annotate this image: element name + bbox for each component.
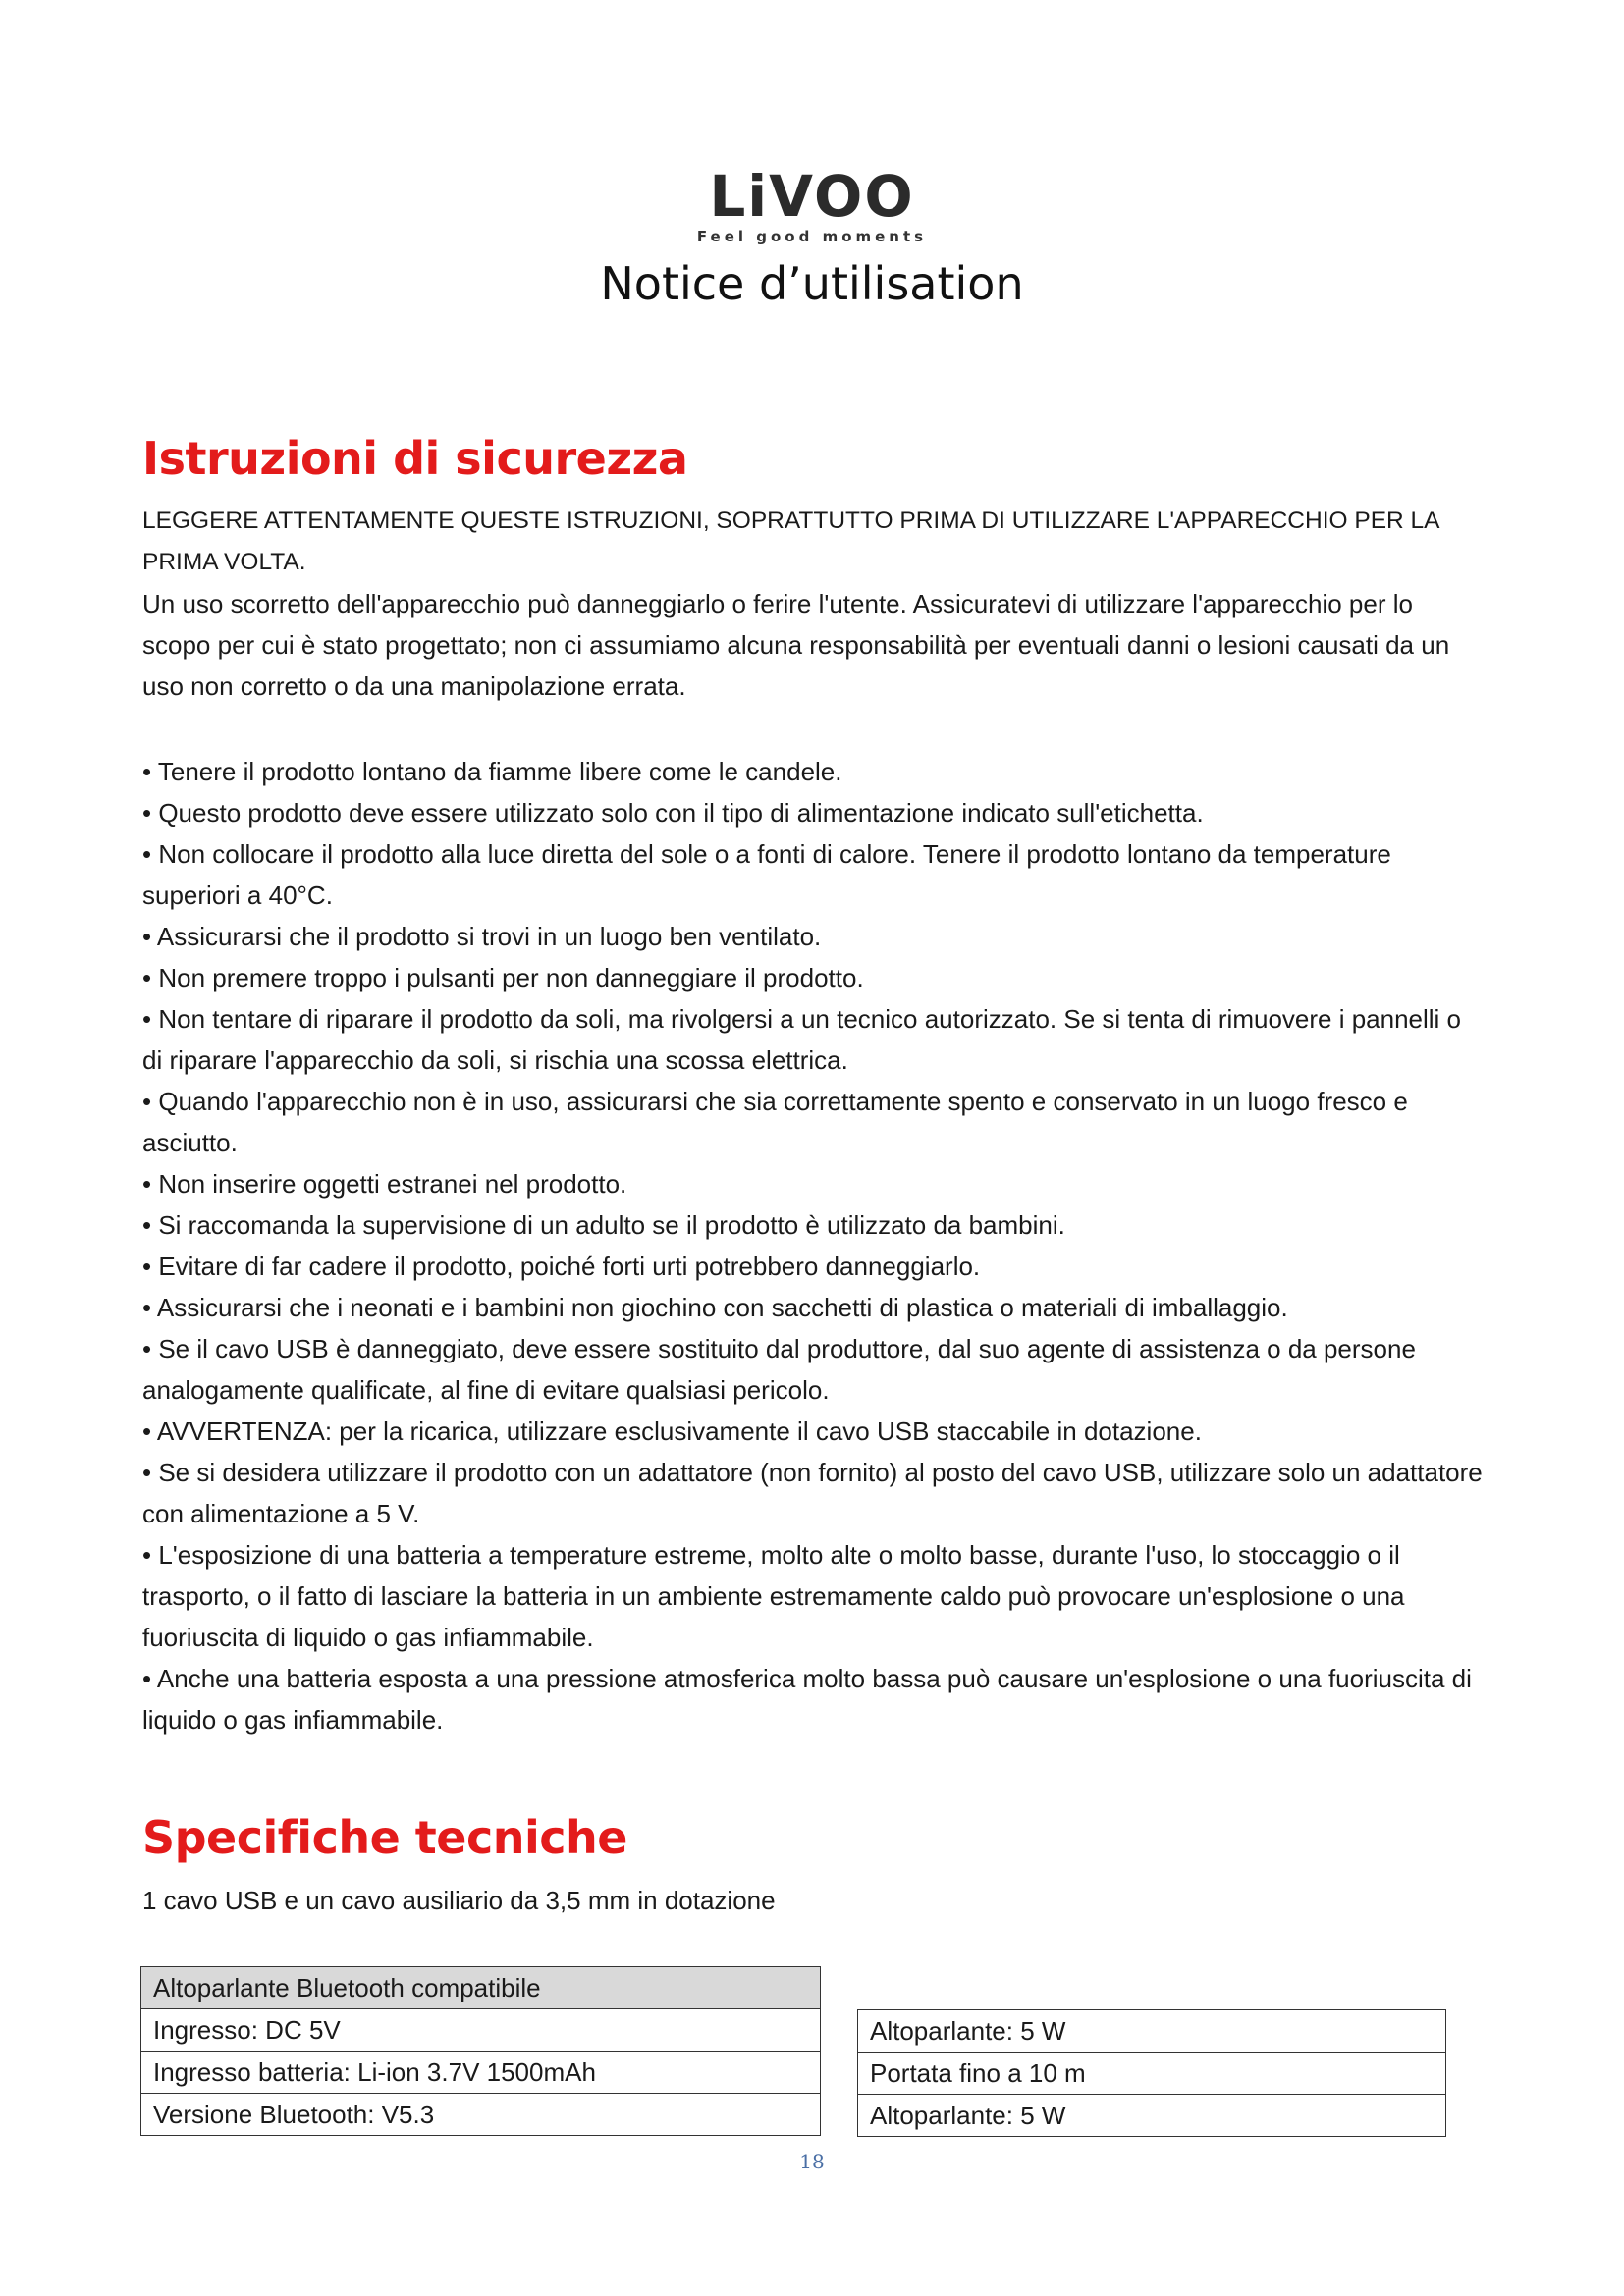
table-row [141,2009,821,2052]
safety-bullets [142,751,1488,1740]
list-item: • Quando l'apparecchio non è in uso, assicurarsi che sia correttamente spento e conservato in un luogo fresco e asciutto. [142,1087,1408,1157]
logo-tagline: Feel good moments [696,228,928,245]
list-item: • Evitare di far cadere il prodotto, poiché forti urti potrebbero danneggiarlo. [142,1252,981,1281]
list-item: • Non collocare il prodotto alla luce diretta del sole o a fonti di calore. Tenere il prodotto lontano da temperature superiori a 40°C. [142,839,1391,910]
list-item: • Questo prodotto deve essere utilizzato solo con il tipo di alimentazione indicato sull'etichetta. [142,798,1204,828]
logo-wordmark: LiVOO [709,163,915,230]
table-cell: Altoparlante: 5 W [858,2010,1446,2053]
safety-intro-paragraph: Un uso scorretto dell'apparecchio può danneggiarlo o ferire l'utente. Assicuratevi di utilizzare l'apparecchio per lo scopo per cui è stato progettato; non ci assumiamo alcuna responsabilità per eventuali danni o lesioni causati da un uso non corretto o da una manipolazione errata. [142,589,1450,701]
specs-table-right [857,2009,1446,2137]
document-title: Notice d’utilisation [600,257,1024,310]
list-item: • Assicurarsi che il prodotto si trovi in un luogo ben ventilato. [142,922,822,951]
table-row [858,2010,1446,2053]
table-row [141,2094,821,2136]
list-item: • L'esposizione di una batteria a temperature estreme, molto alte o molto basse, durante l'uso, lo stoccaggio o il trasporto, o il fatto di lasciare la batteria in un ambiente estremamente caldo può provocare un'esplosione o una fuoriuscita di liquido o gas infiammabile. [142,1540,1405,1652]
table-cell: Portata fino a 10 m [858,2053,1446,2095]
list-item: • AVVERTENZA: per la ricarica, utilizzare esclusivamente il cavo USB staccabile in dotazione. [142,1416,1202,1446]
table-cell: Ingresso: DC 5V [141,2009,821,2052]
table-cell: Versione Bluetooth: V5.3 [141,2094,821,2136]
list-item: • Assicurarsi che i neonati e i bambini non giochino con sacchetti di plastica o materiali di imballaggio. [142,1293,1288,1322]
list-item: • Anche una batteria esposta a una pressione atmosferica molto bassa può causare un'esplosione o una fuoriuscita di liquido o gas infiammabile. [142,1664,1472,1735]
table-row [141,2052,821,2094]
list-item: • Non premere troppo i pulsanti per non danneggiare il prodotto. [142,963,864,992]
list-item: • Si raccomanda la supervisione di un adulto se il prodotto è utilizzato da bambini. [142,1210,1065,1240]
table-header-cell: Altoparlante Bluetooth compatibile [141,1967,821,2009]
list-item: • Non tentare di riparare il prodotto da soli, ma rivolgersi a un tecnico autorizzato. Se si tenta di rimuovere i pannelli o di riparare l'apparecchio da soli, si rischia una scossa elettrica. [142,1004,1462,1075]
table-cell: Ingresso batteria: Li-ion 3.7V 1500mAh [141,2052,821,2094]
safety-intro [142,501,1488,707]
list-item: • Se si desidera utilizzare il prodotto con un adattatore (non fornito) al posto del cavo USB, utilizzare solo un adattatore con alimentazione a 5 V. [142,1458,1483,1528]
table-row [858,2053,1446,2095]
table-row [141,1967,821,2009]
safety-intro-warning: LEGGERE ATTENTAMENTE QUESTE ISTRUZIONI, SOPRATTUTTO PRIMA DI UTILIZZARE L'APPARECCHIO PER LA PRIMA VOLTA. [142,507,1439,575]
safety-heading: Istruzioni di sicurezza [142,432,688,485]
specs-table-left [140,1966,821,2136]
specs-heading: Specifiche tecniche [142,1811,627,1864]
list-item: • Tenere il prodotto lontano da fiamme libere come le candele. [142,757,842,786]
page-number: 18 [799,2150,825,2173]
list-item: • Se il cavo USB è danneggiato, deve essere sostituito dal produttore, dal suo agente di assistenza o da persone analogamente qualificate, al fine di evitare qualsiasi pericolo. [142,1334,1416,1405]
list-item: • Non inserire oggetti estranei nel prodotto. [142,1169,627,1199]
specs-intro: 1 cavo USB e un cavo ausiliario da 3,5 mm in dotazione [142,1886,776,1915]
table-row [858,2095,1446,2137]
brand-logo [0,163,1624,245]
table-cell: Altoparlante: 5 W [858,2095,1446,2137]
